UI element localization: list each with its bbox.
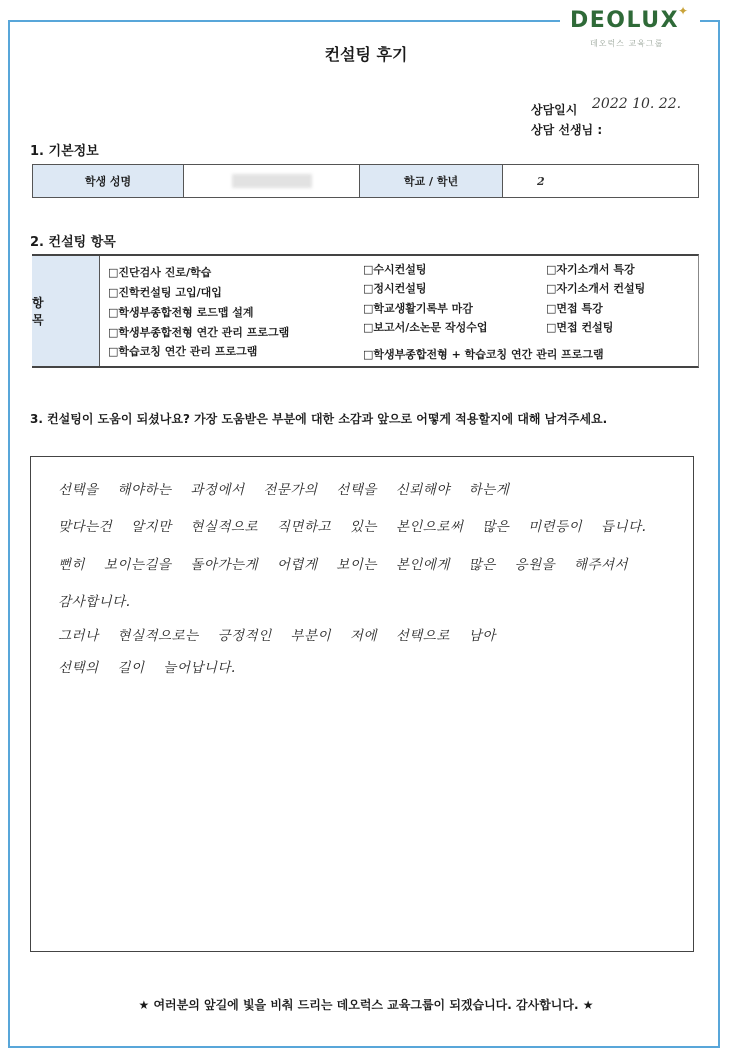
- basic-info-table: [32, 164, 699, 198]
- school-grade-value: 2: [503, 165, 699, 198]
- item-roadmap: □학생부종합전형 로드맵 설계: [108, 306, 254, 319]
- footer-message: ★ 여러분의 앞길에 빛을 비춰 드리는 데오럭스 교육그룹이 되겠습니다. 감사합니다. ★: [138, 998, 594, 1012]
- section2-title: 2. 컨설팅 항목: [30, 235, 116, 250]
- items-label: 항 목: [32, 256, 100, 366]
- section1-title: 1. 기본정보: [30, 144, 99, 159]
- comment-line: 그러나 현실적으로는 긍정적인 부분이 저에 선택으로 남아: [58, 628, 496, 644]
- page-title: 컨설팅 후기: [324, 45, 408, 64]
- comment-line: 선택을 해야하는 과정에서 전문가의 선택을 신뢰해야 하는게: [58, 482, 510, 498]
- item-combined-program: □학생부종합전형 + 학습코칭 연간 관리 프로그램: [363, 348, 604, 361]
- item-learning-coaching: □학습코칭 연간 관리 프로그램: [108, 345, 258, 358]
- item-regular-admission: □정시컨설팅: [363, 282, 427, 295]
- school-grade-label: 학교 / 학년: [360, 165, 503, 198]
- student-name-label: 학생 성명: [33, 165, 184, 198]
- item-early-admission: □수시컨설팅: [363, 263, 427, 276]
- item-report-class: □보고서/소논문 작성수업: [363, 321, 488, 334]
- item-interview-lecture: □면접 특강: [546, 302, 603, 315]
- comment-line: 뻔히 보이는길을 돌아가는게 어렵게 보이는 본인에게 많은 응원을 해주셔서: [58, 557, 629, 573]
- consult-date-label: 상담일시: [531, 103, 578, 117]
- brand-tagline: 데오럭스 교육그룹: [590, 39, 664, 48]
- comment-line: 선택의 길이 늘어납니다.: [58, 660, 236, 676]
- counselor-label: 상담 선생님 :: [531, 123, 603, 137]
- redacted-name: [232, 174, 312, 188]
- brand-star-icon: ✦: [678, 4, 689, 18]
- item-record-closing: □학교생활기록부 마감: [363, 302, 473, 315]
- item-diagnostic: □진단검사 진로/학습: [108, 266, 212, 279]
- item-annual-management: □학생부종합전형 연간 관리 프로그램: [108, 326, 290, 339]
- brand-name: DEOLUX: [570, 8, 680, 33]
- item-essay-lecture: □자기소개서 특강: [546, 263, 635, 276]
- section3-question: 3. 컨설팅이 도움이 되셨나요? 가장 도움받은 부분에 대한 소감과 앞으로 어떻게 적용할지에 대해 남겨주세요.: [30, 412, 608, 426]
- consult-date-value: 2022 10. 22.: [592, 96, 682, 112]
- item-interview-consulting: □면접 컨설팅: [546, 321, 614, 334]
- comment-line: 감사합니다.: [58, 594, 131, 610]
- comment-line: 맞다는건 알지만 현실적으로 직면하고 있는 본인으로써 많은 미련등이 듭니다.: [58, 519, 647, 535]
- student-name-value: [184, 165, 360, 198]
- item-essay-consulting: □자기소개서 컨설팅: [546, 282, 646, 295]
- item-admission-consulting: □진학컨설팅 고입/대입: [108, 286, 222, 299]
